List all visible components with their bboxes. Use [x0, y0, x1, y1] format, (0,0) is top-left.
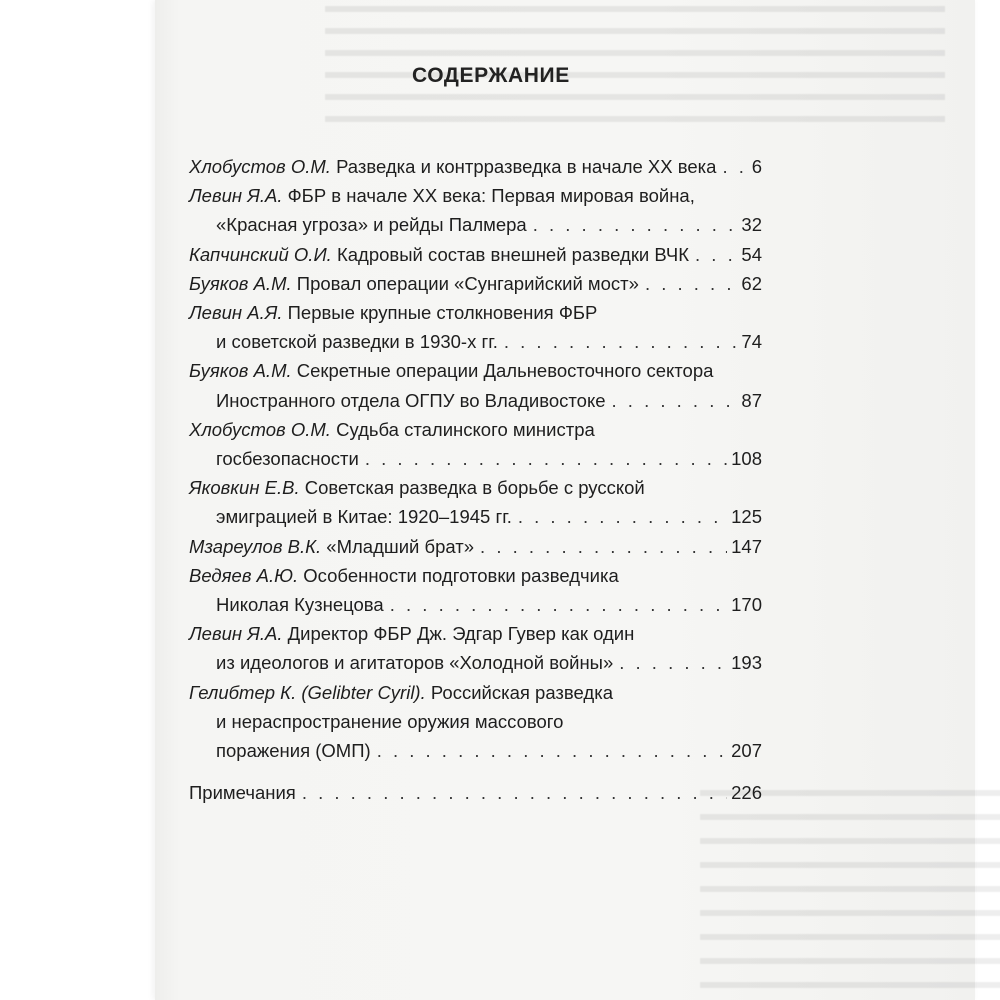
toc-entry-title: и нераспространение оружия массового [216, 710, 564, 732]
toc-entry-author: Капчинский О.И. [189, 243, 332, 265]
toc-entry-line [189, 736, 762, 765]
toc-entry-text [189, 678, 613, 707]
toc-entry-line [189, 590, 762, 619]
toc-entry-title: госбезопасности [216, 448, 359, 470]
toc-entry-line [189, 240, 762, 269]
toc-entry-text [216, 502, 512, 531]
bleed-through-text [700, 790, 1000, 990]
toc-entry[interactable] [189, 473, 762, 531]
toc-entry-line [189, 532, 762, 561]
toc-entry-title: эмиграцией в Китае: 1920–1945 гг. [216, 506, 512, 528]
toc-page-number: 87 [741, 389, 762, 411]
dot-leader [722, 152, 747, 181]
toc-entry-text [189, 181, 695, 210]
toc-entry[interactable] [189, 532, 762, 561]
toc-entry-title: Особенности подготовки разведчика [303, 564, 619, 586]
dot-leader [645, 269, 737, 298]
toc-entry-title: Первые крупные столкновения ФБР [287, 302, 598, 324]
toc-entry-line [189, 152, 762, 181]
dot-leader [612, 386, 738, 415]
toc-page-number: 147 [731, 535, 762, 557]
toc-entry-title: Примечания [189, 782, 296, 804]
toc-entry-line [189, 298, 762, 327]
toc-page-number: 6 [751, 156, 762, 177]
toc-entry-title: Николая Кузнецова [216, 594, 384, 616]
toc-entry-text [216, 590, 384, 619]
toc-entry-line [189, 678, 762, 707]
toc-entry[interactable] [189, 298, 762, 356]
toc-entry-author: Левин Я.А. [189, 185, 283, 207]
toc-page-number: 54 [741, 243, 762, 265]
dot-leader [533, 210, 738, 239]
toc-entry-title: и советской разведки в 1930-х гг. [216, 331, 498, 353]
toc-entry-author: Левин А.Я. [189, 302, 283, 324]
toc-entry-line [189, 444, 762, 473]
toc-entry-author: Мзареулов В.К. [189, 535, 322, 557]
toc-entry-text [189, 778, 296, 807]
toc-entry-title: «Младший брат» [326, 535, 475, 557]
toc-entry-text [216, 707, 563, 736]
toc-entry-line [189, 648, 762, 677]
toc-entry-author: Гелибтер К. (Gelibter Cyril). [189, 681, 426, 703]
dot-leader [480, 532, 727, 561]
toc-entry-title: поражения (ОМП) [216, 740, 371, 762]
toc-entry-text [216, 736, 371, 765]
toc-page-number: 74 [741, 331, 762, 353]
toc-entry-title: ФБР в начале XX века: Первая мировая война, [287, 185, 695, 207]
toc-entry-text [189, 415, 595, 444]
toc-entry-text [189, 269, 639, 298]
toc-entry[interactable] [189, 415, 762, 473]
toc-entry-line [189, 386, 762, 415]
toc-entry-text [216, 210, 527, 239]
toc-entry-author: Хлобустов О.М. [189, 156, 331, 177]
toc-entry-author: Буяков А.М. [189, 360, 292, 382]
toc-entry-author: Хлобустов О.М. [189, 418, 331, 440]
toc-page-number: 170 [731, 594, 762, 616]
toc-entry-line [189, 415, 762, 444]
toc-entry[interactable] [189, 678, 762, 766]
toc-entry-title: из идеологов и агитаторов «Холодной войны» [216, 652, 614, 674]
table-of-contents [189, 152, 762, 807]
toc-entry-line [189, 210, 762, 239]
toc-entry[interactable] [189, 619, 762, 677]
toc-entry-title: Директор ФБР Дж. Эдгар Гувер как один [287, 623, 635, 645]
toc-page-number: 125 [731, 506, 762, 528]
toc-entry-text [189, 619, 634, 648]
dot-leader [390, 590, 727, 619]
toc-entry[interactable] [189, 240, 762, 269]
dot-leader [518, 502, 727, 531]
toc-entry-line [189, 181, 762, 210]
toc-page-number: 226 [731, 782, 762, 804]
toc-spacer [189, 765, 762, 778]
toc-entry-text [216, 386, 606, 415]
toc-entry-author: Ведяев А.Ю. [189, 564, 299, 586]
toc-entry-author: Яковкин Е.В. [189, 477, 300, 499]
toc-entry-text [216, 327, 498, 356]
toc-entry-line [189, 561, 762, 590]
toc-entry-text [189, 240, 689, 269]
toc-entry[interactable] [189, 778, 762, 807]
toc-entry-line [189, 327, 762, 356]
toc-entry-title: Кадровый состав внешней разведки ВЧК [336, 243, 690, 265]
toc-entry-text [189, 356, 713, 385]
toc-entry[interactable] [189, 152, 762, 181]
toc-entry-title: Судьба сталинского министра [336, 418, 595, 440]
toc-entry-text [216, 648, 613, 677]
toc-entry-text [189, 152, 716, 181]
dot-leader [377, 736, 727, 765]
toc-entry-line [189, 473, 762, 502]
toc-entry-title: Секретные операции Дальневосточного сектора [296, 360, 714, 382]
toc-entry-text [189, 561, 619, 590]
dot-leader [619, 648, 727, 677]
dot-leader [302, 778, 727, 807]
toc-entry-author: Буяков А.М. [189, 272, 292, 294]
toc-page-number: 32 [741, 214, 762, 236]
toc-entry-text [189, 298, 597, 327]
toc-entry-title: Советская разведка в борьбе с русской [304, 477, 645, 499]
toc-entry-title: Иностранного отдела ОГПУ во Владивостоке [216, 389, 606, 411]
toc-entry-line [189, 356, 762, 385]
toc-entry-text [189, 473, 645, 502]
toc-page-number: 108 [731, 448, 762, 470]
toc-entry-line [189, 619, 762, 648]
toc-entry-title: Провал операции «Сунгарийский мост» [296, 272, 639, 294]
toc-entry-title: Разведка и контрразведка в начале XX века [336, 156, 717, 177]
toc-entry-line [189, 778, 762, 807]
toc-entry-line [189, 707, 762, 736]
toc-page-number: 193 [731, 652, 762, 674]
toc-entry[interactable] [189, 356, 762, 414]
toc-entry[interactable] [189, 561, 762, 619]
toc-entry-author: Левин Я.А. [189, 623, 283, 645]
toc-entry-line [189, 502, 762, 531]
toc-entry-title: «Красная угроза» и рейды Палмера [216, 214, 527, 236]
toc-entry-line [189, 269, 762, 298]
dot-leader [504, 327, 738, 356]
dot-leader [365, 444, 727, 473]
toc-page-number: 62 [741, 272, 762, 294]
toc-entry-title: Российская разведка [430, 681, 613, 703]
toc-entry-text [216, 444, 359, 473]
toc-entry[interactable] [189, 181, 762, 239]
toc-entry[interactable] [189, 269, 762, 298]
toc-entry-text [189, 532, 474, 561]
dot-leader [695, 240, 737, 269]
toc-page-number: 207 [731, 740, 762, 762]
toc-heading: СОДЕРЖАНИЕ [412, 64, 570, 87]
